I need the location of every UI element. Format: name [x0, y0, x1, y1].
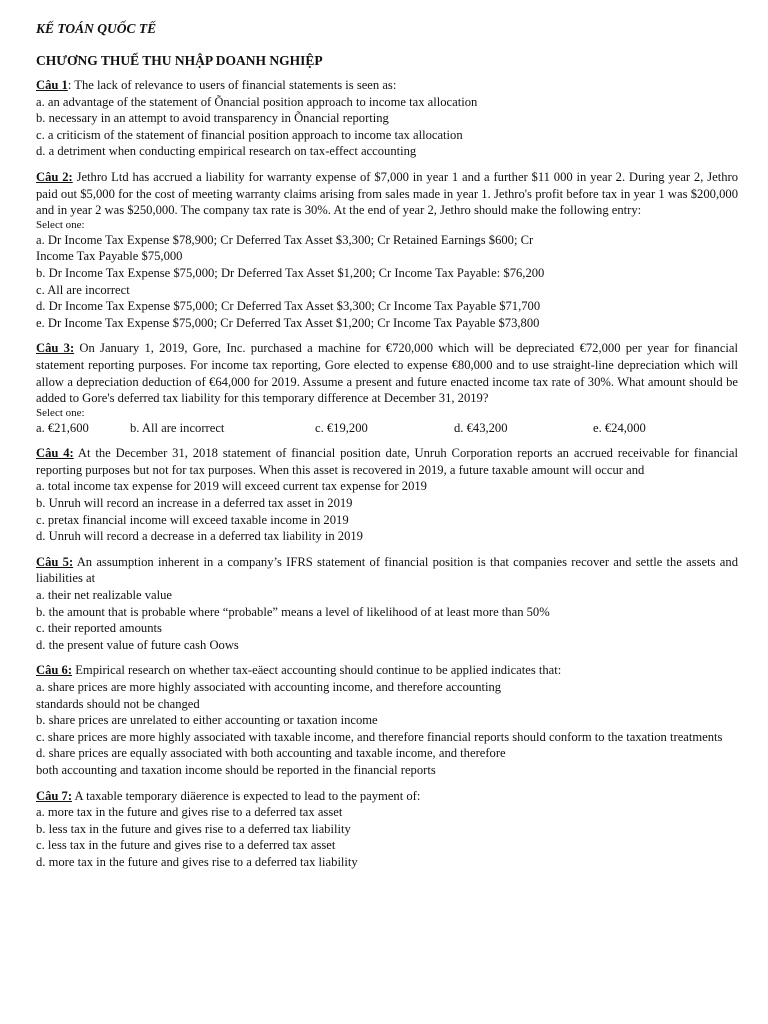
question-6-option-a: a. share prices are more highly associated with accounting income, and therefore accounting — [36, 680, 502, 694]
question-4 — [36, 445, 738, 545]
question-2-label: Câu 2: — [36, 169, 73, 184]
question-3-text: On January 1, 2019, Gore, Inc. purchased a machine for €720,000 which will be depreciated €72,000 per year for financial statement reporting purposes. For income tax reporting, Gore elected to expense €80,000 and to use straight-line depreciation which will allow a depreciation deduction of €64,000 for 2019. Assume a present and future enacted income tax rate of 30%. What amount should be added to Gore's deferred tax liability for this temporary difference at December 31, 2019? — [36, 341, 738, 406]
question-6-option-a-cont: standards should not be changed — [36, 696, 200, 711]
question-5-option-b: b. the amount that is probable where “probable” means a level of likelihood of at least more than 50% — [36, 604, 550, 619]
question-1-stem: Câu 1: The lack of relevance to users of financial statements is seen as: — [36, 78, 397, 92]
question-5-stem — [36, 554, 738, 587]
question-2-text: Jethro Ltd has accrued a liability for warranty expense of $7,000 in year 1 and a further $11 000 in year 2. During year 2, Jethro paid out $5,000 for the cost of meeting warranty claims arising from sales made in year 1. Jethro's profit before tax in year 1 was $200,000 and in year 2 was $250,000. The company tax rate is 30%. At the end of year 2, Jethro should make the following entry: — [36, 169, 738, 218]
question-6 — [36, 662, 738, 778]
question-2-option-d: d. Dr Income Tax Expense $75,000; Cr Deferred Tax Asset $3,300; Cr Income Tax Payable $71,700 — [36, 299, 541, 314]
question-4-text: At the December 31, 2018 statement of financial position date, Unruh Corporation reports an accrued receivable for financial reporting purposes but not for tax purposes. When this asset is recovered in 2019, a future taxable amount will occur and — [36, 446, 738, 477]
question-1 — [36, 77, 738, 160]
question-3-option-a: a. €21,600 — [36, 420, 89, 435]
question-2-option-a-cont: Income Tax Payable $75,000 — [36, 249, 183, 264]
question-6-option-d-cont: both accounting and taxation income should be reported in the financial reports — [36, 762, 436, 777]
question-6-text: Empirical research on whether tax-eäect accounting should continue to be applied indicates that: — [75, 663, 562, 678]
question-1-text: The lack of relevance to users of financial statements is seen as: — [74, 78, 397, 92]
question-3-options-row — [36, 420, 738, 437]
question-6-option-c: c. share prices are more highly associated with taxable income, and therefore financial reports should conform to the taxation treatments — [36, 729, 723, 744]
question-3-stem — [36, 340, 738, 406]
document-title: KẾ TOÁN QUỐC TẾ — [36, 21, 157, 36]
question-3-select-one: Select one: — [36, 406, 85, 419]
question-2-option-a: a. Dr Income Tax Expense $78,900; Cr Deferred Tax Asset $3,300; Cr Retained Earnings $600; Cr — [36, 232, 534, 247]
question-2 — [36, 169, 738, 331]
question-7-stem — [36, 788, 738, 805]
question-3-option-d: d. €43,200 — [454, 420, 508, 435]
question-1-label: Câu 1 — [36, 78, 68, 92]
question-7-option-d: d. more tax in the future and gives rise to a deferred tax liability — [36, 854, 358, 869]
chapter-title: CHƯƠNG THUẾ THU NHẬP DOANH NGHIỆP — [36, 53, 323, 68]
question-6-option-d: d. share prices are equally associated with both accounting and taxable income, and therefore — [36, 746, 506, 761]
question-5-option-a: a. their net realizable value — [36, 588, 173, 603]
question-2-stem — [36, 169, 738, 219]
question-5-option-c: c. their reported amounts — [36, 621, 162, 636]
question-3-option-b: b. All are incorrect — [130, 420, 225, 435]
question-5-text: An assumption inherent in a company’s IFRS statement of financial position is that companies recover and settle the assets and liabilities at — [36, 554, 738, 586]
question-4-option-d: d. Unruh will record a decrease in a deferred tax liability in 2019 — [36, 529, 363, 544]
question-4-stem — [36, 445, 738, 478]
question-3-option-c: c. €19,200 — [315, 420, 368, 435]
question-4-option-b: b. Unruh will record an increase in a deferred tax asset in 2019 — [36, 496, 353, 511]
question-2-option-c: c. All are incorrect — [36, 282, 130, 297]
question-2-option-b: b. Dr Income Tax Expense $75,000; Dr Deferred Tax Asset $1,200; Cr Income Tax Payable: $76,200 — [36, 265, 545, 280]
question-4-option-c: c. pretax financial income will exceed taxable income in 2019 — [36, 512, 349, 527]
question-1-option-d: d. a detriment when conducting empirical research on tax-effect accounting — [36, 144, 417, 159]
question-5-label: Câu 5: — [36, 554, 74, 569]
question-3-label: Câu 3: — [36, 341, 75, 356]
question-6-label: Câu 6: — [36, 663, 73, 678]
question-2-option-e: e. Dr Income Tax Expense $75,000; Cr Deferred Tax Asset $1,200; Cr Income Tax Payable $73,800 — [36, 315, 540, 330]
question-1-option-b: b. necessary in an attempt to avoid transparency in Õnancial reporting — [36, 111, 389, 126]
question-7-option-a: a. more tax in the future and gives rise to a deferred tax asset — [36, 805, 343, 820]
question-6-option-b: b. share prices are unrelated to either accounting or taxation income — [36, 713, 378, 728]
question-1-option-c: c. a criticism of the statement of financial position approach to income tax allocation — [36, 127, 463, 142]
question-3-option-e: e. €24,000 — [593, 420, 646, 435]
question-3 — [36, 340, 738, 436]
question-7 — [36, 788, 738, 871]
question-7-option-c: c. less tax in the future and gives rise to a deferred tax asset — [36, 838, 336, 853]
question-4-label: Câu 4: — [36, 446, 74, 461]
question-7-option-b: b. less tax in the future and gives rise to a deferred tax liability — [36, 821, 351, 836]
question-7-label: Câu 7: — [36, 788, 73, 803]
question-6-stem — [36, 662, 738, 679]
question-5-option-d: d. the present value of future cash Oows — [36, 637, 239, 652]
question-2-select-one: Select one: — [36, 218, 85, 231]
question-5 — [36, 554, 738, 654]
question-4-option-a: a. total income tax expense for 2019 will exceed current tax expense for 2019 — [36, 479, 427, 494]
question-7-text: A taxable temporary diäerence is expected to lead to the payment of: — [74, 788, 421, 803]
question-1-option-a: a. an advantage of the statement of Õnancial position approach to income tax allocation — [36, 94, 478, 109]
